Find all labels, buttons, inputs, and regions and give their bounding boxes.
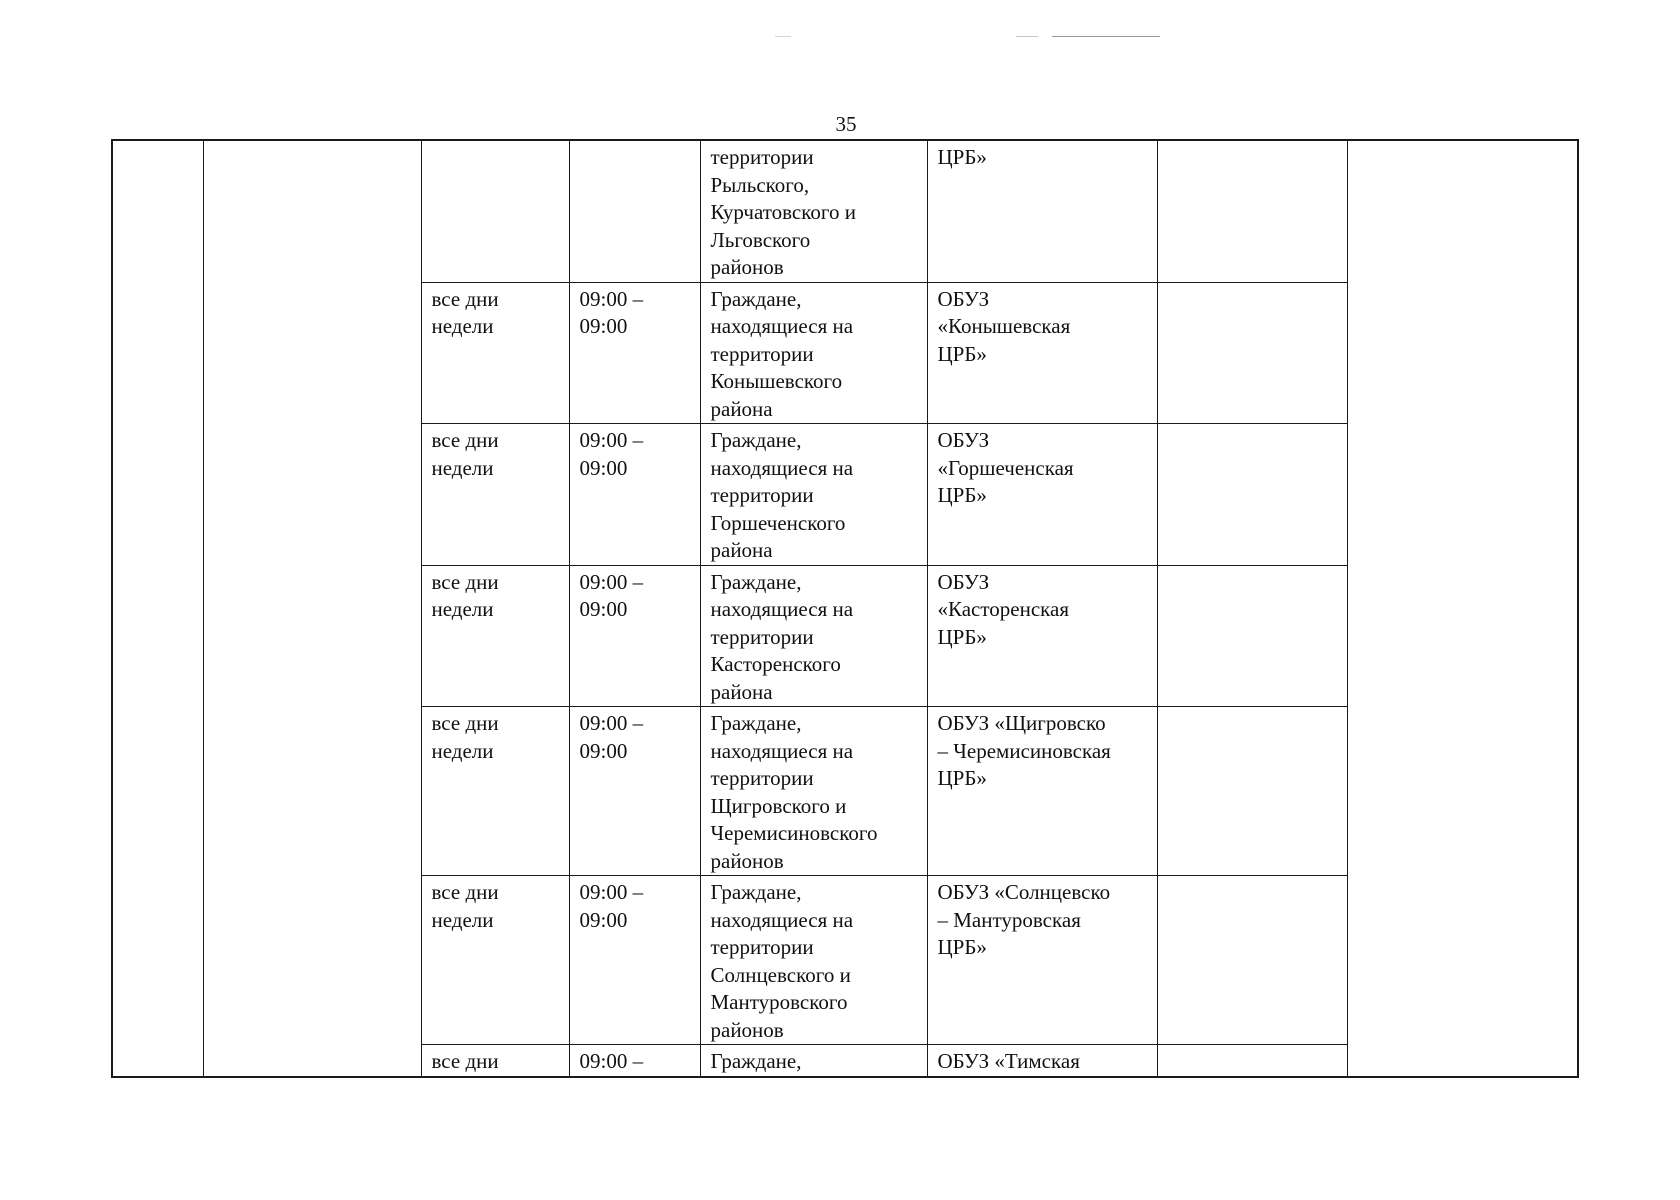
institution-line: «Горшеченская: [937, 455, 1074, 480]
schedule-table: [111, 139, 1579, 1078]
recipients-line: района: [710, 396, 773, 421]
recipients-line: Граждане,: [710, 569, 802, 594]
recipients-line: Граждане,: [710, 286, 802, 311]
institution-line: ЦРБ»: [937, 624, 987, 649]
recipients-line: районов: [710, 848, 784, 873]
recipients-cell: [700, 1045, 927, 1077]
institution-line: ОБУЗ «Солнцевско: [937, 880, 1111, 904]
institution-line: – Черемисиновская: [937, 738, 1111, 763]
institution-line: ЦРБ»: [937, 935, 987, 959]
time-cell: [569, 707, 700, 876]
institution-line: ЦРБ»: [937, 341, 987, 366]
time-line: 09:00 –: [579, 569, 644, 594]
recipients-line: Солнцевского и: [710, 962, 851, 987]
days-cell: [421, 282, 569, 424]
institution-line: «Конышевская: [937, 314, 1071, 338]
recipients-cell: [700, 424, 927, 566]
empty-cell: [1157, 707, 1347, 876]
page-number: 35: [835, 112, 857, 136]
time-line: 09:00: [579, 455, 628, 480]
institution-line: ОБУЗ «Тимская: [937, 1049, 1080, 1073]
days-line: недели: [431, 597, 494, 621]
days-line: недели: [431, 455, 494, 480]
recipients-line: Льговского: [710, 227, 811, 252]
empty-cell: [1157, 565, 1347, 707]
scan-mark: [1052, 36, 1160, 37]
days-line: все дни: [431, 569, 499, 594]
institution-cell: [927, 876, 1157, 1045]
recipients-line: Касторенского: [710, 652, 841, 676]
service-column: [203, 140, 421, 1077]
recipients-line: находящиеся на: [710, 314, 854, 338]
days-cell: [421, 876, 569, 1045]
recipients-line: района: [710, 538, 773, 562]
recipients-line: территории: [710, 624, 814, 649]
time-line: 09:00 –: [579, 1049, 644, 1073]
empty-cell: [1157, 876, 1347, 1045]
recipients-line: Горшеченского: [710, 510, 846, 535]
institution-cell: [927, 424, 1157, 566]
time-line: 09:00 –: [579, 711, 644, 735]
time-line: 09:00: [579, 738, 628, 763]
institution-cell: [927, 140, 1157, 282]
institution-line: ОБУЗ: [937, 428, 990, 452]
recipients-line: Конышевского: [710, 369, 843, 393]
recipients-line: районов: [710, 1017, 784, 1042]
days-line: недели: [431, 738, 494, 763]
institution-line: ЦРБ»: [937, 483, 987, 507]
notes-column: [1347, 140, 1578, 1077]
institution-line: ОБУЗ: [937, 286, 990, 311]
recipients-line: Черемисиновского: [710, 821, 878, 845]
recipients-line: Мантуровского: [710, 990, 848, 1014]
time-cell: [569, 424, 700, 566]
institution-line: ОБУЗ: [937, 569, 990, 594]
time-cell: [569, 876, 700, 1045]
days-line: все дни: [431, 286, 499, 311]
recipients-line: территории: [710, 935, 814, 959]
empty-cell: [1157, 1045, 1347, 1077]
recipients-line: территории: [710, 766, 814, 790]
institution-line: ОБУЗ «Щигровско: [937, 711, 1106, 735]
days-line: недели: [431, 907, 494, 932]
table-row: [112, 140, 1578, 282]
recipients-line: находящиеся на: [710, 455, 854, 480]
institution-cell: [927, 565, 1157, 707]
recipients-line: территории: [710, 145, 814, 169]
recipients-line: территории: [710, 483, 814, 507]
institution-cell: [927, 282, 1157, 424]
time-line: 09:00: [579, 314, 628, 338]
recipients-cell: [700, 876, 927, 1045]
recipients-line: Рыльского,: [710, 172, 810, 197]
days-line: недели: [431, 314, 494, 338]
days-cell: [421, 707, 569, 876]
recipients-line: находящиеся на: [710, 738, 854, 763]
recipients-line: Граждане,: [710, 428, 802, 452]
days-cell: [421, 1045, 569, 1077]
empty-cell: [1157, 424, 1347, 566]
time-cell: [569, 1045, 700, 1077]
time-cell: [569, 565, 700, 707]
institution-line: – Мантуровская: [937, 907, 1081, 932]
recipients-cell: [700, 565, 927, 707]
time-line: 09:00 –: [579, 286, 644, 311]
recipients-line: района: [710, 679, 773, 704]
recipients-line: Щигровского и: [710, 793, 847, 818]
empty-cell: [1157, 282, 1347, 424]
table-body: [112, 140, 1578, 1077]
institution-cell: [927, 707, 1157, 876]
recipients-line: находящиеся на: [710, 597, 854, 621]
recipients-line: районов: [710, 255, 784, 279]
institution-line: «Касторенская: [937, 597, 1070, 621]
institution-line: ЦРБ»: [937, 145, 987, 169]
recipients-line: находящиеся на: [710, 907, 854, 932]
recipients-cell: [700, 140, 927, 282]
days-line: все дни: [431, 880, 499, 904]
days-cell: [421, 424, 569, 566]
recipients-cell: [700, 707, 927, 876]
empty-cell: [1157, 140, 1347, 282]
days-cell: [421, 140, 569, 282]
recipients-line: Граждане,: [710, 1049, 802, 1073]
institution-cell: [927, 1045, 1157, 1077]
time-line: 09:00 –: [579, 880, 644, 904]
scan-mark: [775, 36, 791, 37]
time-cell: [569, 140, 700, 282]
days-line: все дни: [431, 1049, 499, 1073]
time-cell: [569, 282, 700, 424]
recipients-line: Граждане,: [710, 711, 802, 735]
days-cell: [421, 565, 569, 707]
time-line: 09:00: [579, 597, 628, 621]
days-line: все дни: [431, 711, 499, 735]
time-line: 09:00: [579, 907, 628, 932]
institution-line: ЦРБ»: [937, 766, 987, 790]
scan-mark: [1016, 36, 1038, 37]
time-line: 09:00 –: [579, 428, 644, 452]
recipients-line: Граждане,: [710, 880, 802, 904]
recipients-cell: [700, 282, 927, 424]
number-column: [112, 140, 203, 1077]
recipients-line: территории: [710, 341, 814, 366]
recipients-line: Курчатовского и: [710, 200, 856, 224]
days-line: все дни: [431, 428, 499, 452]
